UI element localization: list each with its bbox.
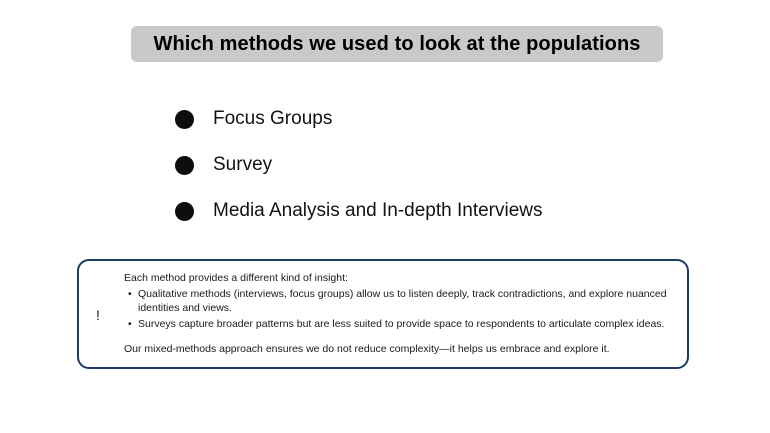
note-bullet-list [124,287,677,331]
bullet-label: Survey [213,153,273,175]
note-content [124,271,677,356]
bullet-label: Focus Groups [213,107,333,129]
bullet-dot-icon [175,156,194,175]
list-item [175,142,735,188]
bullet-list [175,96,735,234]
note-callout-box [77,259,689,369]
note-intro-text: Each method provides a different kind of insight: [124,272,348,284]
note-closing-text: Our mixed-methods approach ensures we do not reduce complexity—it helps us embrace and explore it. [124,342,610,355]
note-list-item: • Surveys capture broader patterns but are less suited to provide space to respondents to articulate complex ideas. [138,317,677,331]
bullet-label: Media Analysis and In-depth Interviews [213,199,543,221]
list-item [175,188,735,234]
exclamation-icon: ! [96,307,100,323]
bullet-dot-icon [175,110,194,129]
slide-title-banner [131,26,663,62]
list-item [175,96,735,142]
note-list-item: • Qualitative methods (interviews, focus groups) allow us to listen deeply, track contradictions, and explore nuanced identities and views. [138,287,677,315]
bullet-dot-icon [175,202,194,221]
page-title: Which methods we used to look at the populations [153,32,641,55]
